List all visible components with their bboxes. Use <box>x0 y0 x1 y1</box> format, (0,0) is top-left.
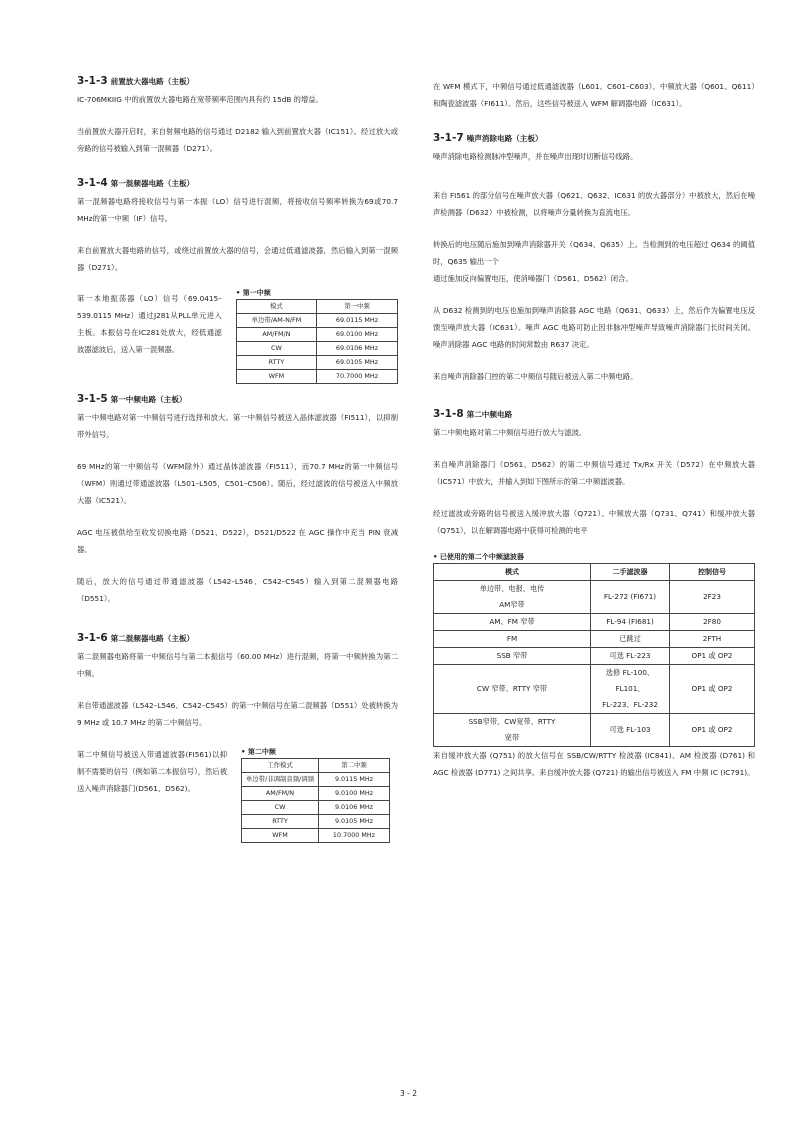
table-cell: 69.0100 MHz <box>316 328 397 342</box>
second-if-table <box>241 758 390 843</box>
right-column <box>433 78 755 781</box>
paragraph: 来自带通滤波器（L542–L546、C542–C545）的第一中频信号在第二混频器（D551）处被转换为 9 MHz 或 10.7 MHz 的第二中频信号。 <box>77 701 398 727</box>
second-if-filter-table <box>433 563 755 747</box>
paragraph: 来自缓冲放大器 (Q751) 的放大信号在 SSB/CW/RTTY 检波器 (IC841)、AM 检波器 (D761) 和 AGC 检波器 (D771) 之间共享。来自缓冲放大器 (Q721) 的输出信号被送入 FM 中频 IC (IC791)。 <box>433 751 755 777</box>
table-cell: 69.0105 MHz <box>316 356 397 370</box>
paragraph: 随后，放大的信号通过带通滤波器（L542–L546、C542–C545）输入到第二混频器电路（D551）。 <box>77 577 398 603</box>
table-cell: SSB窄带、CW宽带、RTTY 宽带 <box>434 714 591 747</box>
table-row <box>236 356 397 370</box>
paragraph: 在 WFM 模式下，中频信号通过低通滤波器（L601、C601–C603）、中频放大器（Q601、Q611）和陶瓷滤波器（FI611）。然后，这些信号被送入 WFM 解调器电路（IC631）。 <box>433 82 755 108</box>
page-number: 3 - 2 <box>400 1089 418 1098</box>
table-cell: 9.0105 MHz <box>319 815 390 829</box>
paragraph: IC-706MKIIG 中的前置放大器电路在宽带频率范围内具有约 15dB 的增益。 <box>77 95 323 104</box>
section-heading-3-1-4: 3-1-4 第一混频器电路（主板） <box>77 177 195 189</box>
table-header: 控制信号 <box>670 564 755 581</box>
table-header: 模式 <box>434 564 591 581</box>
paragraph: 来自噪声消除器门（D561、D562）的第二中频信号通过 Tx/Rx 开关（D572）在中频放大器（IC571）中放大，并输入到如下图所示的第二中频滤波器。 <box>433 460 755 486</box>
table-cell: 9.0106 MHz <box>319 801 390 815</box>
paragraph: 噪声消除电路检测脉冲型噪声，并在噪声出现时切断信号线路。 <box>433 152 638 161</box>
paragraph: 来自噪声消除器门控的第二中频信号随后被送入第二中频电路。 <box>433 372 638 381</box>
table-cell: CW <box>236 342 316 356</box>
table-cell: 70.7000 MHz <box>316 370 397 384</box>
paragraph: 来自前置放大器电路的信号，或绕过前置放大器的信号，会通过低通滤波器，然后输入到第一混频器（D271）。 <box>77 246 398 272</box>
table-header: 模式 <box>236 300 316 314</box>
paragraph: 第二混频器电路将第一中频信号与第二本振信号（60.00 MHz）进行混频，将第一中频转换为第二中频。 <box>77 652 398 678</box>
paragraph: 经过滤波或旁路的信号被送入缓冲放大器（Q721）、中频放大器（Q731、Q741）和缓冲放大器（Q751），以在解调器电路中获得可检测的电平 <box>433 509 755 535</box>
table-cell: 9.0115 MHz <box>319 773 390 787</box>
table-cell: 选修 FL-100、FL101、 FL-223、FL-232 <box>591 665 670 714</box>
section-heading-3-1-6: 3-1-6 第二混频器电路（主板） <box>77 632 195 644</box>
paragraph: 转换后的电压随后施加到噪声消除器开关（Q634、Q635）上。当检测到的电压超过 Q634 的阈值时，Q635 输出一个 <box>433 240 755 266</box>
table-cell: AM/FM/N <box>242 787 319 801</box>
table-cell: OP1 或 OP2 <box>670 648 755 665</box>
table-header: 工作模式 <box>242 759 319 773</box>
table-cell: 69.0115 MHz <box>316 314 397 328</box>
paragraph: 通过施加反向偏置电压，使消噪器门（D561、D562）闭合。 <box>433 274 633 283</box>
table-row <box>242 787 390 801</box>
paragraph: 第一中频电路对第一中频信号进行选择和放大。第一中频信号被送入晶体滤波器（FI511），以抑制带外信号。 <box>77 413 398 439</box>
table-cell: CW 窄带、RTTY 窄带 <box>434 665 591 714</box>
table-caption: • 已使用的第二个中频滤波器 <box>433 553 524 561</box>
table-caption: • 第一中频 <box>235 289 271 297</box>
table-cell: 可选 FL-103 <box>591 714 670 747</box>
table-row <box>434 665 755 714</box>
table-row <box>434 714 755 747</box>
table-cell: SSB 窄带 <box>434 648 591 665</box>
first-if-table-block <box>236 287 398 384</box>
paragraph: 第二中频电路对第二中频信号进行放大与滤波。 <box>433 428 587 437</box>
table-cell: FM <box>434 631 591 648</box>
first-if-table <box>236 299 398 384</box>
table-cell: OP1 或 OP2 <box>670 714 755 747</box>
table-cell: RTTY <box>242 815 319 829</box>
table-cell: CW <box>242 801 319 815</box>
table-cell: 2F23 <box>670 581 755 614</box>
table-row <box>236 314 397 328</box>
paragraph: 从 D632 检测到的电压也施加到噪声消除器 AGC 电路（Q631、Q633）上，然后作为偏置电压反馈至噪声放大器（IC631）。噪声 AGC 电路可防止因非脉冲型噪声导致噪声消除器门长时间关闭。噪声消除器 AGC 电路的时间常数由 R637 决定。 <box>433 306 755 349</box>
table-row <box>236 370 397 384</box>
second-if-table-block <box>241 746 390 843</box>
table-caption: • 第二中频 <box>241 748 276 756</box>
table-cell: AM/FM/N <box>236 328 316 342</box>
second-if-block <box>77 746 398 843</box>
section-heading-3-1-5: 3-1-5 第一中频电路（主板） <box>77 393 187 405</box>
left-column <box>77 72 398 843</box>
table-cell: FL-272 (FI671) <box>591 581 670 614</box>
paragraph: AGC 电压被供给至收发切换电路（D521、D522），D521/D522 在 AGC 操作中充当 PIN 衰减器。 <box>77 528 398 554</box>
paragraph: 69 MHz的第一中频信号（WFM除外）通过晶体滤波器（FI511），而70.7 MHz的第一中频信号（WFM）则通过带通滤波器（L501–L505，C501–C506）。随后，经过滤波的信号被送入中频放大器（IC521）。 <box>77 462 398 505</box>
table-row <box>242 773 390 787</box>
table-row <box>434 631 755 648</box>
table-cell: RTTY <box>236 356 316 370</box>
table-cell: WFM <box>242 829 319 843</box>
table-cell: 可选 FL-223 <box>591 648 670 665</box>
section-heading-3-1-8: 3-1-8 第二中频电路 <box>433 408 513 420</box>
table-cell: 10.7000 MHz <box>319 829 390 843</box>
paragraph: 来自 FI561 的部分信号在噪声放大器（Q621、Q632、IC631 的放大器部分）中被放大，然后在噪声检测器（D632）中被检测，以将噪声分量转换为直流电压。 <box>433 191 755 217</box>
table-header: 第二中频 <box>319 759 390 773</box>
table-row <box>242 801 390 815</box>
table-row <box>236 328 397 342</box>
table-cell: 单边带、电报、电传 AM窄带 <box>434 581 591 614</box>
table-cell: WFM <box>236 370 316 384</box>
table-row <box>434 614 755 631</box>
table-cell: 2F80 <box>670 614 755 631</box>
table-cell: 69.0106 MHz <box>316 342 397 356</box>
table-cell: AM、FM 窄带 <box>434 614 591 631</box>
table-cell: 单边带/AM-N/FM <box>236 314 316 328</box>
section-heading-3-1-7: 3-1-7 噪声消除电路（主板） <box>433 132 543 144</box>
table-cell: OP1 或 OP2 <box>670 665 755 714</box>
table-cell: 9.0100 MHz <box>319 787 390 801</box>
table-header: 第一中频 <box>316 300 397 314</box>
table-cell: FL-94 (FI681) <box>591 614 670 631</box>
section-heading-3-1-3: 3-1-3 前置放大器电路（主板） <box>77 75 195 87</box>
table-row <box>236 342 397 356</box>
paragraph: 第二中频信号被送入带通滤波器(FI561)以抑制不需要的信号（例如第二本振信号），然后被送入噪声消除器门(D561、D562)。 <box>77 750 227 793</box>
table-row <box>242 829 390 843</box>
table-cell: 单边带/非调制音频/调频 <box>242 773 319 787</box>
paragraph: 第一混频器电路将接收信号与第一本振（LO）信号进行混频，将接收信号频率转换为69或70.7 MHz的第一中频（IF）信号。 <box>77 197 398 223</box>
table-row <box>434 648 755 665</box>
table-row <box>434 581 755 614</box>
paragraph: 当前置放大器开启时，来自射频电路的信号通过 D2182 输入到前置放大器（IC151）。经过放大或旁路的信号被输入到第一混频器（D271）。 <box>77 127 398 153</box>
lo-block <box>77 290 398 384</box>
table-row <box>242 815 390 829</box>
paragraph: 第一本地振荡器（LO）信号（69.0415–539.0115 MHz）通过J281从PLL单元进入主板。本振信号在IC281处放大，经低通滤波器滤波后，送入第一混频器。 <box>77 294 222 354</box>
table-cell: 已跳过 <box>591 631 670 648</box>
table-header: 二手滤波器 <box>591 564 670 581</box>
table-cell: 2FTH <box>670 631 755 648</box>
